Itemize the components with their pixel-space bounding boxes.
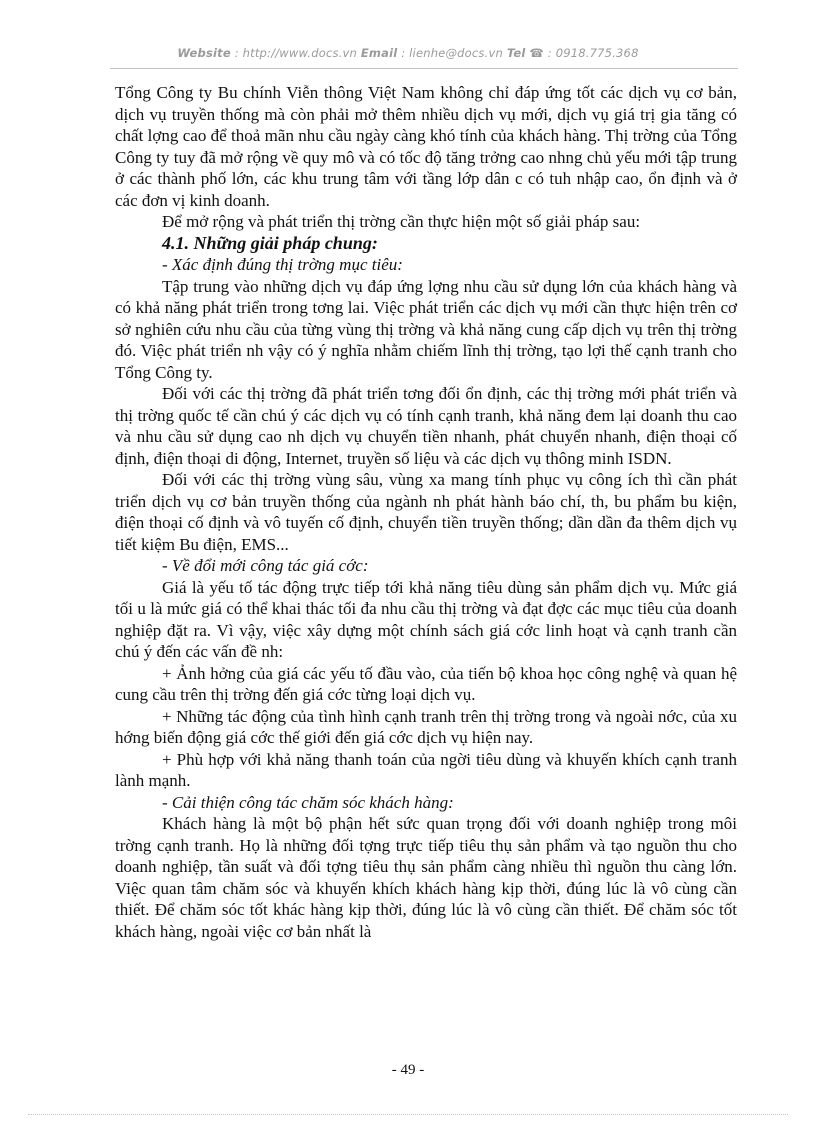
paragraph-4: Đối với các thị trờng đã phát triển tơng đối ổn định, các thị trờng mới phát triển và thị trờng quốc tế cần chú ý các dịch vụ có tính cạnh tranh, khả năng đem lại doanh thu cao và nhu cầu sử dụng cao nh dịch vụ chuyển tiền nhanh, phát chuyển nhanh, điện thoại cố định, điện thoại di động, Internet, truyền số liệu và các dịch vụ thông minh ISDN. bbox=[115, 384, 737, 468]
paragraph-9: + Phù hợp với khả năng thanh toán của ngời tiêu dùng và khuyến khích cạnh tranh lành mạnh. bbox=[115, 749, 737, 790]
paragraph-8: + Những tác động của tình hình cạnh tranh trên thị trờng trong và ngoài nớc, của xu hớng biến động giá cớc thế giới đến giá cớc dịch vụ hiện nay. bbox=[115, 706, 737, 747]
footer-divider bbox=[28, 1114, 788, 1115]
paragraph-3: Tập trung vào những dịch vụ đáp ứng lợng nhu cầu sử dụng lớn của khách hàng và có khả năng phát triển trong tơng lai. Việc phát triển các dịch vụ mới cần thực hiện trên cơ sở nghiên cứu nhu cầu của từng vùng thị trờng và khả năng cung cấp dịch vụ trên thị trờng đó. Việc phát triển nh vậy có ý nghĩa nhằm chiếm lĩnh thị trờng, tạo lợi thế cạnh tranh cho Tổng Công ty. bbox=[115, 276, 737, 382]
subheading-customer-care: - Cải thiện công tác chăm sóc khách hàng: bbox=[162, 792, 454, 812]
paragraph-6: Giá là yếu tố tác động trực tiếp tới khả năng tiêu dùng sản phẩm dịch vụ. Mức giá tối u là mức giá có thể khai thác tối đa nhu cầu thị trờng và đạt đợc các mục tiêu của doanh nghiệp đặt ra. Vì vậy, việc xây dựng một chính sách giá cớc linh hoạt và cạnh tranh cần chú ý đến các vấn đề nh: bbox=[115, 577, 737, 661]
paragraph-2: Để mở rộng và phát triển thị trờng cần thực hiện một số giải pháp sau: bbox=[162, 212, 641, 231]
email-value: : lienhe@docs.vn bbox=[401, 46, 503, 60]
tel-value: ☎ : 0918.775.368 bbox=[529, 46, 639, 60]
paragraph-5: Đối với các thị trờng vùng sâu, vùng xa mang tính phục vụ công ích thì cần phát triển dịch vụ cơ bản truyền thống của ngành nh phát hành báo chí, th, bu phẩm bu kiện, điện thoại cố định và vô tuyến cố định, chuyển tiền truyền thống; dần dần đa thêm dịch vụ tiết kiệm Bu điện, EMS... bbox=[115, 470, 737, 554]
section-heading: 4.1. Những giải pháp chung: bbox=[162, 232, 378, 253]
document-body bbox=[115, 82, 737, 942]
paragraph-1: Tổng Công ty Bu chính Viễn thông Việt Nam không chỉ đáp ứng tốt các dịch vụ cơ bản, dịch vụ truyền thống mà còn phải mở thêm nhiều dịch vụ mới, dịch vụ giá trị gia tăng có chất lợng cao để thoả mãn nhu cầu ngày càng khó tính của khách hàng. Thị trờng của Tổng Công ty tuy đã mở rộng về quy mô và có tốc độ tăng trởng cao nhng chủ yếu mới tập trung ở các thành phố lớn, các khu trung tâm với tầng lớp dân c có tuh nhập cao, ổn định và ở các đơn vị kinh doanh. bbox=[115, 83, 737, 210]
page-number: - 49 - bbox=[391, 1062, 425, 1078]
page-header bbox=[0, 46, 816, 60]
paragraph-10: Khách hàng là một bộ phận hết sức quan trọng đối với doanh nghiệp trong môi trờng cạnh tranh. Họ là những đối tợng trực tiếp tiêu thụ sản phẩm và tạo nguồn thu cho doanh nghiệp, tần suất và đối tợng tiêu thụ sản phẩm càng nhiều thì nguồn thu càng lớn. Việc quan tâm chăm sóc và khuyến khích khách hàng kịp thời, đúng lúc là vô cùng cần thiết. Để chăm sóc tốt khác hàng kịp thời, đúng lúc là vô cùng cần thiết. Để chăm sóc tốt khách hàng, ngoài việc cơ bản nhất là bbox=[115, 814, 737, 941]
paragraph-7: + Ảnh hởng của giá các yếu tố đầu vào, của tiến bộ khoa học công nghệ và quan hệ cung cầu trên thị trờng đến giá cớc từng loại dịch vụ. bbox=[115, 663, 737, 704]
email-label: Email bbox=[360, 46, 398, 60]
header-divider bbox=[110, 68, 738, 69]
subheading-pricing: - Về đổi mới công tác giá cớc: bbox=[162, 556, 369, 575]
tel-label: Tel bbox=[506, 46, 526, 60]
subheading-target-market: - Xác định đúng thị trờng mục tiêu: bbox=[162, 255, 403, 274]
website-label: Website bbox=[177, 46, 231, 60]
website-value: : http://www.docs.vn bbox=[234, 46, 358, 60]
